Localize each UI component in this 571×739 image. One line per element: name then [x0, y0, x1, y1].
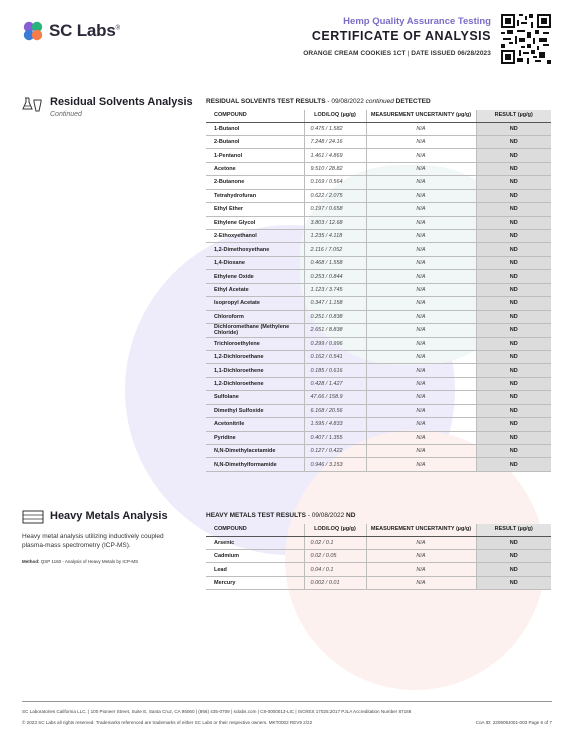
result-value: ND	[476, 391, 551, 404]
result-value: ND	[476, 243, 551, 256]
lod-loq-value: 0.299 / 0.996	[304, 337, 366, 350]
result-value: ND	[476, 458, 551, 471]
compound-name: Lead	[206, 563, 304, 576]
compound-name: Ethyl Acetate	[206, 283, 304, 296]
uncertainty-value: N/A	[366, 445, 476, 458]
lod-loq-value: 9.510 / 28.82	[304, 162, 366, 175]
lod-loq-value: 0.185 / 0.616	[304, 364, 366, 377]
compound-name: Chloroform	[206, 310, 304, 323]
table-row	[206, 230, 551, 243]
table-row	[206, 149, 551, 162]
lod-loq-value: 2.651 / 8.838	[304, 324, 366, 337]
compound-name: Dichloromethane (Methylene Chloride)	[206, 324, 304, 337]
compound-name: 1,4-Dioxane	[206, 256, 304, 269]
uncertainty-value: N/A	[366, 203, 476, 216]
uncertainty-value: N/A	[366, 270, 476, 283]
compound-name: Tetrahydrofuran	[206, 189, 304, 202]
lod-loq-value: 0.04 / 0.1	[304, 563, 366, 576]
lod-loq-value: 47.66 / 158.9	[304, 391, 366, 404]
uncertainty-value: N/A	[366, 256, 476, 269]
lod-loq-value: 0.251 / 0.838	[304, 310, 366, 323]
compound-name: 1-Butanol	[206, 122, 304, 135]
page-header	[0, 0, 571, 80]
qr-code-icon	[501, 14, 551, 64]
table-row	[206, 350, 551, 363]
column-header-uncertainty: MEASUREMENT UNCERTAINTY (µg/g)	[366, 110, 476, 122]
result-value: ND	[476, 297, 551, 310]
uncertainty-value: N/A	[366, 549, 476, 562]
compound-name: Ethyl Ether	[206, 203, 304, 216]
table-row	[206, 243, 551, 256]
table-row	[206, 458, 551, 471]
uncertainty-value: N/A	[366, 377, 476, 390]
header-meta: ORANGE CREAM COOKIES 1CT | DATE ISSUED 06/28/2023	[303, 50, 491, 57]
lod-loq-value: 0.946 / 3.153	[304, 458, 366, 471]
table-row	[206, 576, 551, 589]
sc-labs-logo	[22, 20, 120, 42]
table-row	[206, 122, 551, 135]
lod-loq-value: 3.803 / 12.68	[304, 216, 366, 229]
table-row	[206, 431, 551, 444]
document-title: CERTIFICATE OF ANALYSIS	[311, 29, 491, 43]
result-value: ND	[476, 431, 551, 444]
uncertainty-value: N/A	[366, 431, 476, 444]
column-header-compound: COMPOUND	[206, 524, 304, 536]
result-value: ND	[476, 364, 551, 377]
compound-name: Ethylene Glycol	[206, 216, 304, 229]
uncertainty-value: N/A	[366, 149, 476, 162]
residual-solvents-title: Residual Solvents Analysis	[50, 96, 193, 108]
result-value: ND	[476, 549, 551, 562]
heavy-metals-table	[206, 524, 551, 590]
uncertainty-value: N/A	[366, 216, 476, 229]
table-row	[206, 216, 551, 229]
metal-bar-icon	[22, 510, 44, 524]
result-value: ND	[476, 310, 551, 323]
table-row	[206, 283, 551, 296]
lod-loq-value: 6.168 / 20.56	[304, 404, 366, 417]
uncertainty-value: N/A	[366, 563, 476, 576]
table-row	[206, 176, 551, 189]
table-row	[206, 549, 551, 562]
lod-loq-value: 1.235 / 4.118	[304, 230, 366, 243]
table-row	[206, 256, 551, 269]
result-value: ND	[476, 216, 551, 229]
compound-name: 2-Butanol	[206, 135, 304, 148]
lod-loq-value: 0.002 / 0.01	[304, 576, 366, 589]
table-row	[206, 162, 551, 175]
section-continued-label: Continued	[50, 111, 82, 118]
uncertainty-value: N/A	[366, 176, 476, 189]
logo-text: SC Labs®	[49, 21, 120, 40]
lod-loq-value: 0.622 / 2.075	[304, 189, 366, 202]
table-row	[206, 310, 551, 323]
uncertainty-value: N/A	[366, 162, 476, 175]
column-header-compound: COMPOUND	[206, 110, 304, 122]
uncertainty-value: N/A	[366, 297, 476, 310]
result-value: ND	[476, 122, 551, 135]
result-value: ND	[476, 135, 551, 148]
heavy-metals-table-block	[206, 512, 551, 590]
lod-loq-value: 0.02 / 0.05	[304, 549, 366, 562]
heavy-metals-description: Heavy metal analysis utilizing inductively coupled plasma-mass spectrometry (ICP-MS).	[22, 533, 164, 549]
column-header-result: RESULT (µg/g)	[476, 524, 551, 536]
compound-name: N,N-Dimethylacetamide	[206, 445, 304, 458]
residual-table-title: RESIDUAL SOLVENTS TEST RESULTS - 09/08/2022 continued DETECTED	[206, 98, 431, 105]
table-row	[206, 297, 551, 310]
header-subtitle: Hemp Quality Assurance Testing	[343, 16, 491, 27]
uncertainty-value: N/A	[366, 418, 476, 431]
table-row	[206, 418, 551, 431]
table-row	[206, 203, 551, 216]
lod-loq-value: 2.116 / 7.052	[304, 243, 366, 256]
compound-name: Acetonitrile	[206, 418, 304, 431]
compound-name: 1,2-Dimethoxyethane	[206, 243, 304, 256]
table-row	[206, 563, 551, 576]
table-row	[206, 377, 551, 390]
footer-coa-page: CoA ID: 220909J001-003 Page 6 of 7	[475, 720, 552, 725]
uncertainty-value: N/A	[366, 404, 476, 417]
residual-solvents-table-block	[206, 98, 551, 472]
uncertainty-value: N/A	[366, 337, 476, 350]
flask-icon	[22, 96, 44, 113]
heavy-metals-title: Heavy Metals Analysis	[50, 510, 168, 522]
table-row	[206, 270, 551, 283]
footer-company-info: SC Laboratories California LLC. | 100 Pioneer Street, Suite E, Santa Cruz, CA 95060 | (866) 435-0709 | sclabs.com | C8-0000013-LIC | ISO/IES 17025:2017 PJLA Accreditation Number 87168	[22, 709, 412, 714]
lod-loq-value: 1.595 / 4.833	[304, 418, 366, 431]
table-row	[206, 324, 551, 337]
table-row	[206, 135, 551, 148]
result-value: ND	[476, 563, 551, 576]
result-value: ND	[476, 418, 551, 431]
lod-loq-value: 1.123 / 3.745	[304, 283, 366, 296]
compound-name: Acetone	[206, 162, 304, 175]
lod-loq-value: 0.475 / 1.582	[304, 122, 366, 135]
compound-name: Cadmium	[206, 549, 304, 562]
result-value: ND	[476, 576, 551, 589]
lod-loq-value: 0.468 / 1.558	[304, 256, 366, 269]
heavy-table-title: HEAVY METALS TEST RESULTS - 09/08/2022 ND	[206, 512, 356, 519]
result-value: ND	[476, 230, 551, 243]
table-row	[206, 189, 551, 202]
compound-name: Arsenic	[206, 536, 304, 549]
result-value: ND	[476, 270, 551, 283]
footer-divider	[22, 701, 552, 702]
result-value: ND	[476, 162, 551, 175]
lod-loq-value: 0.347 / 1.158	[304, 297, 366, 310]
heavy-metals-section	[22, 510, 182, 564]
uncertainty-value: N/A	[366, 364, 476, 377]
result-value: ND	[476, 256, 551, 269]
column-header-lod-loq: LOD/LOQ (µg/g)	[304, 524, 366, 536]
table-row	[206, 391, 551, 404]
compound-name: 1,2-Dichloroethane	[206, 350, 304, 363]
residual-solvents-section	[22, 96, 193, 118]
result-value: ND	[476, 337, 551, 350]
lod-loq-value: 0.428 / 1.427	[304, 377, 366, 390]
lod-loq-value: 0.02 / 0.1	[304, 536, 366, 549]
compound-name: Pyridine	[206, 431, 304, 444]
uncertainty-value: N/A	[366, 135, 476, 148]
result-value: ND	[476, 377, 551, 390]
column-header-result: RESULT (µg/g)	[476, 110, 551, 122]
table-row	[206, 404, 551, 417]
uncertainty-value: N/A	[366, 243, 476, 256]
uncertainty-value: N/A	[366, 350, 476, 363]
heavy-metals-method: Method: QSP 1160 - Analysis of Heavy Metals by ICP-MS	[22, 559, 139, 564]
lod-loq-value: 0.253 / 0.844	[304, 270, 366, 283]
uncertainty-value: N/A	[366, 189, 476, 202]
compound-name: 2-Ethoxyethanol	[206, 230, 304, 243]
compound-name: 1,2-Dichloroethene	[206, 377, 304, 390]
lod-loq-value: 1.461 / 4.869	[304, 149, 366, 162]
footer-copyright: © 2023 SC Labs all rights reserved. Trademarks referenced are trademarks of either SC Labs or their respective owners. MKT0002 REV9 2/22	[22, 720, 313, 725]
page-footer	[22, 709, 552, 725]
compound-name: Dimethyl Sulfoxide	[206, 404, 304, 417]
compound-name: Sulfolane	[206, 391, 304, 404]
table-row	[206, 337, 551, 350]
uncertainty-value: N/A	[366, 391, 476, 404]
uncertainty-value: N/A	[366, 536, 476, 549]
result-value: ND	[476, 324, 551, 337]
result-value: ND	[476, 189, 551, 202]
table-row	[206, 536, 551, 549]
result-value: ND	[476, 445, 551, 458]
result-value: ND	[476, 176, 551, 189]
uncertainty-value: N/A	[366, 458, 476, 471]
uncertainty-value: N/A	[366, 576, 476, 589]
result-value: ND	[476, 283, 551, 296]
compound-name: 2-Butanone	[206, 176, 304, 189]
result-value: ND	[476, 536, 551, 549]
result-value: ND	[476, 203, 551, 216]
lod-loq-value: 0.197 / 0.658	[304, 203, 366, 216]
table-row	[206, 364, 551, 377]
result-value: ND	[476, 404, 551, 417]
compound-name: Ethylene Oxide	[206, 270, 304, 283]
compound-name: Isopropyl Acetate	[206, 297, 304, 310]
lod-loq-value: 7.248 / 24.16	[304, 135, 366, 148]
residual-solvents-table	[206, 110, 551, 472]
table-row	[206, 445, 551, 458]
compound-name: Mercury	[206, 576, 304, 589]
compound-name: Trichloroethylene	[206, 337, 304, 350]
lod-loq-value: 0.169 / 0.564	[304, 176, 366, 189]
compound-name: N,N-Dimethylformamide	[206, 458, 304, 471]
compound-name: 1-Pentanol	[206, 149, 304, 162]
uncertainty-value: N/A	[366, 324, 476, 337]
column-header-lod-loq: LOD/LOQ (µg/g)	[304, 110, 366, 122]
column-header-uncertainty: MEASUREMENT UNCERTAINTY (µg/g)	[366, 524, 476, 536]
uncertainty-value: N/A	[366, 122, 476, 135]
uncertainty-value: N/A	[366, 283, 476, 296]
lod-loq-value: 0.407 / 1.355	[304, 431, 366, 444]
lod-loq-value: 0.162 / 0.541	[304, 350, 366, 363]
result-value: ND	[476, 149, 551, 162]
uncertainty-value: N/A	[366, 230, 476, 243]
lod-loq-value: 0.127 / 0.422	[304, 445, 366, 458]
logo-icon	[22, 20, 44, 42]
uncertainty-value: N/A	[366, 310, 476, 323]
result-value: ND	[476, 350, 551, 363]
compound-name: 1,1-Dichloroethene	[206, 364, 304, 377]
